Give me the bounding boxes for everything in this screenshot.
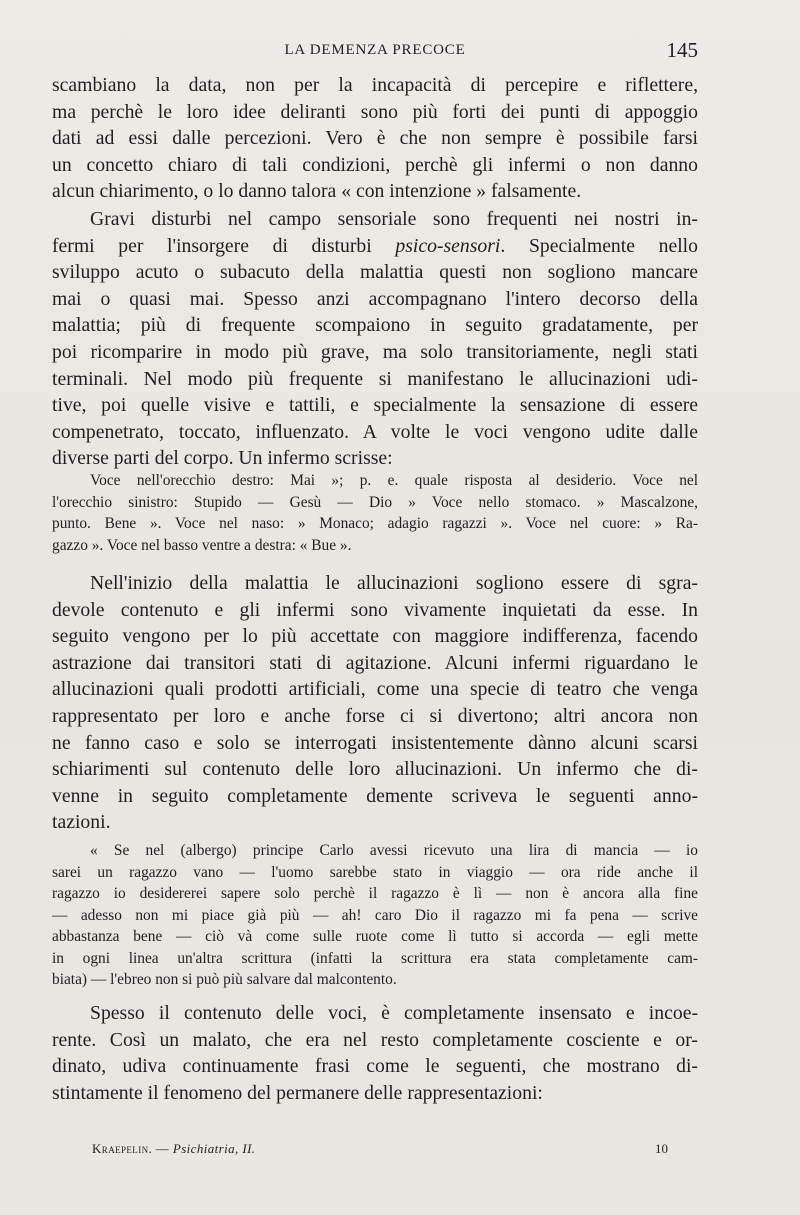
text-line: tive, poi quelle visive e tattili, e specialmente la sensazione di essere: [52, 394, 698, 417]
running-title: LA DEMENZA PRECOCE: [284, 42, 466, 58]
text-line: ma perchè le loro idee deliranti sono più forti dei punti di appoggio: [52, 100, 698, 123]
quotation-2: [52, 840, 698, 991]
text-line: mai o quasi mai. Spesso anzi accompagnano l'intero decorso della: [52, 287, 698, 310]
quote-line: gazzo ». Voce nel basso ventre a destra: « Bue ».: [52, 536, 352, 554]
text-line: compenetrato, toccato, influenzato. A volte le voci vengono udite dalle: [52, 420, 698, 443]
footer-separator: —: [155, 1141, 170, 1156]
running-header: [52, 38, 698, 66]
quotation-1: [52, 470, 698, 556]
paragraph-2: [52, 206, 698, 472]
text-line: poi ricomparire in modo più grave, ma solo transitoriamente, negli stati: [52, 340, 698, 363]
text-line: malattia; più di frequente scompaiono in seguito gradatamente, per: [52, 314, 698, 337]
footer-work: Psichiatria, II.: [172, 1141, 256, 1156]
text-line: stintamente il fenomeno del permanere delle rappresentazioni:: [52, 1081, 543, 1104]
text-line: astrazione dai transitori stati di agitazione. Alcuni infermi riguardano le: [52, 651, 698, 674]
text-line: devole contenuto e gli infermi sono vivamente inquietati da esse. In: [52, 598, 698, 621]
text-line: dinato, udiva continuamente frasi come le seguenti, che mostrano di-: [52, 1055, 698, 1078]
page-number: 145: [666, 38, 698, 62]
text-line: rappresentato per loro e anche forse ci si divertono; altri ancora non: [52, 704, 698, 727]
text-line: Gravi disturbi nel campo sensoriale sono frequenti nei nostri in-: [90, 208, 698, 230]
quote-line: — adesso non mi piace già più — ah! caro Dio il ragazzo mi fa pena — scrive: [52, 906, 698, 924]
page-footer: [92, 1141, 668, 1161]
text-line: sviluppo acuto o subacuto della malattia questi non sogliono mancare: [52, 261, 698, 284]
emphasized-term: psico-sensori: [395, 234, 501, 257]
paragraph-3: [52, 570, 698, 836]
quote-line: sarei un ragazzo vano — l'uomo sarebbe stato in viaggio — ora ride anche il: [52, 863, 698, 881]
text-line: dati ad essi dalle percezioni. Vero è che non sempre è possibile farsi: [52, 127, 698, 150]
text-line: scambiano la data, non per la incapacità di percepire e riflettere,: [52, 74, 698, 96]
text-line: Nell'inizio della malattia le allucinazioni sogliono essere di sgra-: [90, 572, 698, 594]
text-line: alcun chiarimento, o lo danno talora « con intenzione » falsamente.: [52, 180, 582, 203]
text-line: diverse parti del corpo. Un infermo scrisse:: [52, 447, 393, 470]
footer-author: Kraepelin.: [92, 1141, 153, 1156]
paragraph-1: [52, 72, 698, 205]
quote-line: abbastanza bene — ciò và come sulle ruote come lì tutto si accorda — egli mette: [52, 928, 698, 945]
text-line: terminali. Nel modo più frequente si manifestano le allucinazioni udi-: [52, 367, 698, 390]
quote-line: Voce nell'orecchio destro: Mai »; p. e. quale risposta al desiderio. Voce nel: [90, 472, 698, 489]
text-line: venne in seguito completamente demente scriveva le seguenti anno-: [52, 784, 698, 807]
quote-line: « Se nel (albergo) principe Carlo avessi ricevuto una lira di mancia — io: [90, 842, 698, 859]
text-line: Spesso il contenuto delle voci, è completamente insensato e incoe-: [90, 1002, 698, 1024]
signature-mark: 10: [655, 1141, 668, 1156]
text-line: ne fanno caso e solo se interrogati insistentemente dànno alcuni scarsi: [52, 731, 698, 754]
text-line-with-emphasis: fermi per l'insorgere di disturbi psico-sensori. Specialmente nello: [52, 234, 698, 257]
text-line: un concetto chiaro di tali condizioni, perchè gli infermi o non danno: [52, 153, 698, 176]
text-line: schiarimenti sul contenuto delle loro allucinazioni. Un infermo che di-: [52, 758, 698, 781]
quote-line: punto. Bene ». Voce nel naso: » Monaco; adagio ragazzi ». Voce nel cuore: » Ra-: [52, 515, 698, 532]
quote-line: ragazzo io desidererei sapere solo perchè il ragazzo è lì — non è ancora alla fine: [52, 885, 698, 902]
footer-citation: [92, 1141, 255, 1157]
text-line: rente. Così un malato, che era nel resto completamente cosciente e or-: [52, 1028, 698, 1051]
quote-line: l'orecchio sinistro: Stupido — Gesù — Dio » Voce nello stomaco. » Mascalzone,: [52, 493, 698, 511]
text-line: tazioni.: [52, 811, 111, 834]
quote-line: in ogni linea un'altra scrittura (infatti la scrittura era stata completamente cam-: [52, 949, 698, 967]
paragraph-4: [52, 1000, 698, 1106]
text-line: seguito vengono per lo più accettate con maggiore indifferenza, facendo: [52, 625, 698, 648]
quote-line: biata) — l'ebreo non si può più salvare dal malcontento.: [52, 971, 397, 988]
text-line: allucinazioni quali prodotti artificiali, come una specie di teatro che venga: [52, 678, 698, 701]
